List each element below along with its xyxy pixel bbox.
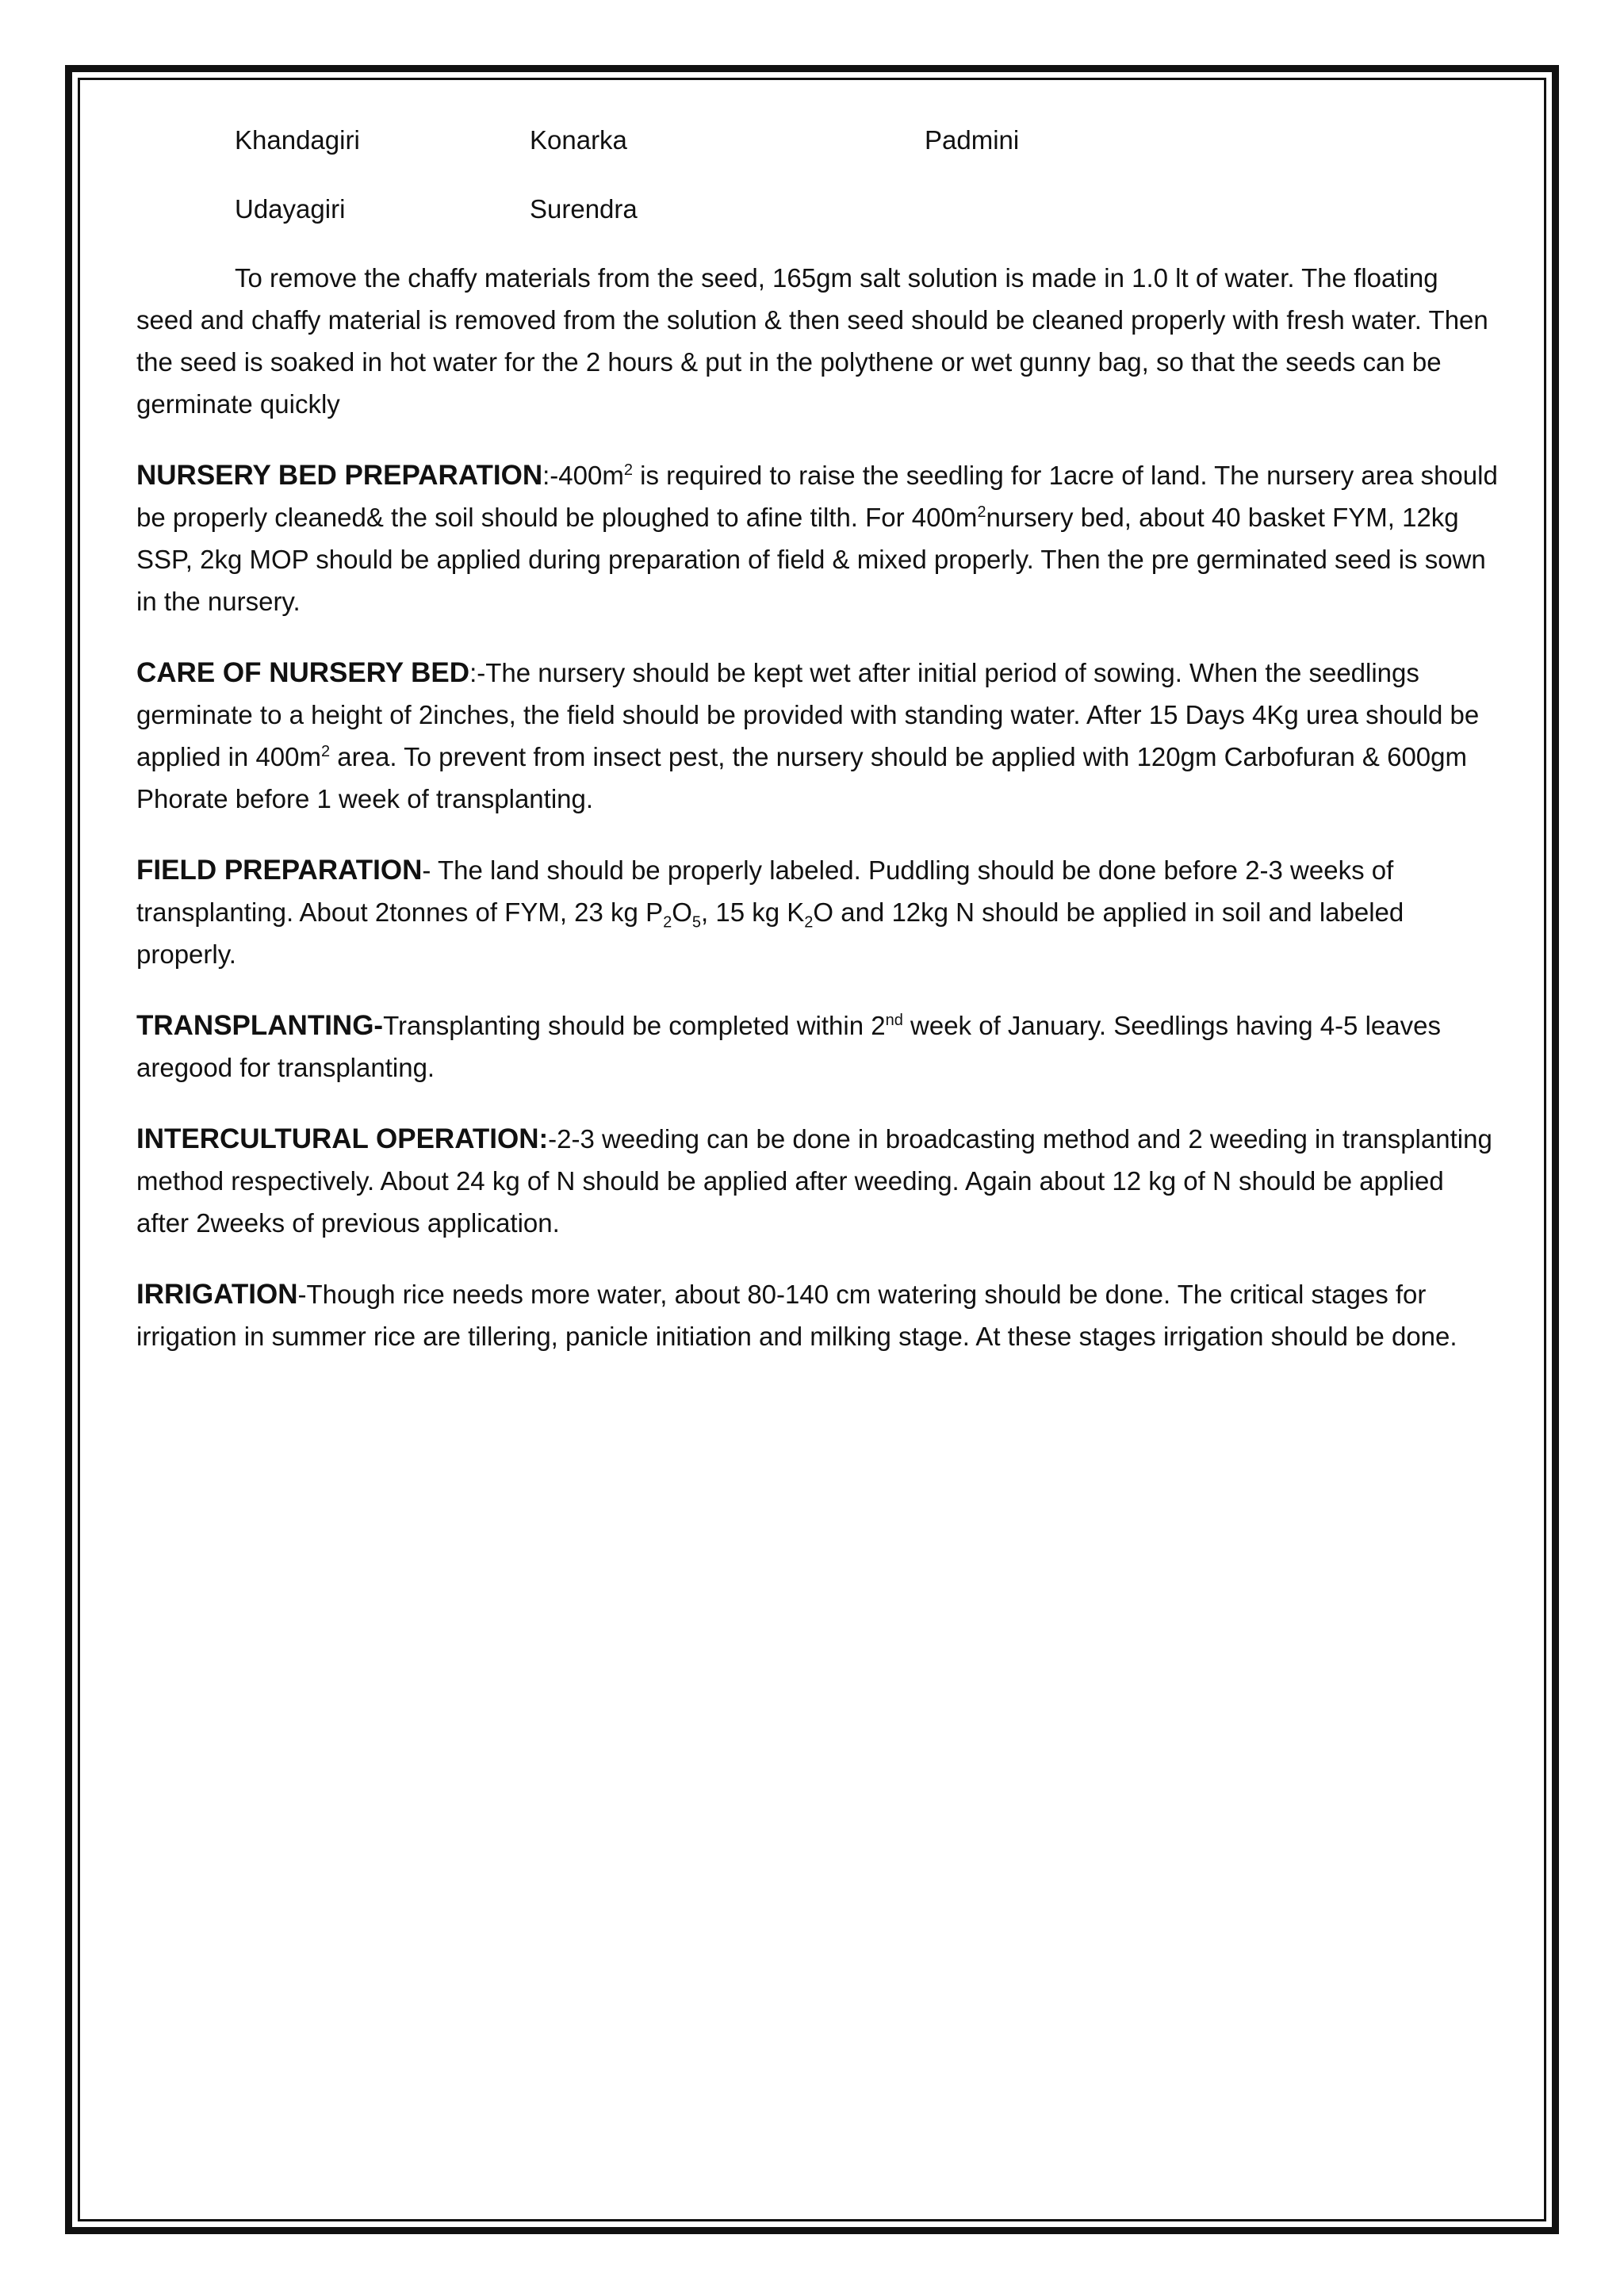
irrigation-heading: IRRIGATION (136, 1279, 298, 1310)
irrigation-paragraph: IRRIGATION-Though rice needs more water, about 80-140 cm watering should be done. The critical stages for irrigation in summer rice are tillering, panicle initiation and milking stage. At these stages irrigation should be done. (136, 1279, 1457, 1351)
variety-surendra: Surendra (530, 194, 638, 224)
field-preparation-heading: FIELD PREPARATION (136, 855, 423, 886)
variety-khandagiri: Khandagiri (235, 125, 360, 155)
seed-treatment-paragraph: To remove the chaffy materials from the seed, 165gm salt solution is made in 1.0 lt of water. The floating seed and chaffy material is removed from the solution & then seed should be cleaned properly with fresh water. Then the seed is soaked in hot water for the 2 hours & put in the polythene or wet gunny bag, so that the seeds can be germinate quickly (136, 263, 1488, 419)
variety-udayagiri: Udayagiri (235, 194, 346, 224)
nursery-bed-paragraph: NURSERY BED $PREPARATION:-400m^2$ is required to raise the seedling for 1acre of land. The nursery area should be properly cleaned& the soil should be ploughed to afine tilth. For $400m^2nursery$ bed, about 40 basket FYM, 12kg SSP, 2kg MOP should be applied during preparation of field & mixed properly. Then the pre germinated seed is sown in the nursery. (136, 460, 1498, 616)
transplanting-heading: TRANSPLANTING- (136, 1010, 384, 1041)
variety-konarka: Konarka (530, 125, 627, 155)
intercultural-heading: INTERCULTURAL OPERATION: (136, 1123, 549, 1154)
care-nursery-paragraph: CARE OF NURSERY BED:-The nursery should be kept wet after initial period of sowing. When the seedlings germinate to a height of 2inches, the field should be provided with standing water. After 15 Days 4Kg urea should be applied in $400m^2$ area. To prevent from insect pest, the nursery should be applied with 120gm Carbofuran & 600gm Phorate before 1 week of transplanting. (136, 657, 1480, 813)
transplanting-paragraph: TRANSPLANTING-Transplanting should be completed within 2nd week of January. Seedlings having 4-5 leaves aregood for transplanting. (136, 1010, 1441, 1082)
variety-row-1 (136, 119, 1500, 161)
nursery-bed-heading: NURSERY BED PREPARATION (136, 460, 543, 491)
document-body (136, 119, 1500, 1387)
variety-padmini: Padmini (925, 125, 1020, 155)
intercultural-paragraph: INTERCULTURAL OPERATION:-2-3 weeding can be done in broadcasting method and 2 weeding in transplanting method respectively. About 24 kg of N should be applied after weeding. Again about 12 kg of N should be applied after 2weeks of previous application. (136, 1123, 1492, 1238)
field-preparation-paragraph: FIELD PREPARATION- The land should be properly labeled. Puddling should be done before 2-3 weeks of transplanting. About 2tonnes of FYM, 23 kg $P_2O_5$, 15 kg $K_2O$ and 12kg N should be applied in soil and labeled properly. (136, 855, 1404, 969)
care-nursery-heading: CARE OF NURSERY BED (136, 657, 470, 688)
variety-row-2 (136, 188, 1500, 230)
